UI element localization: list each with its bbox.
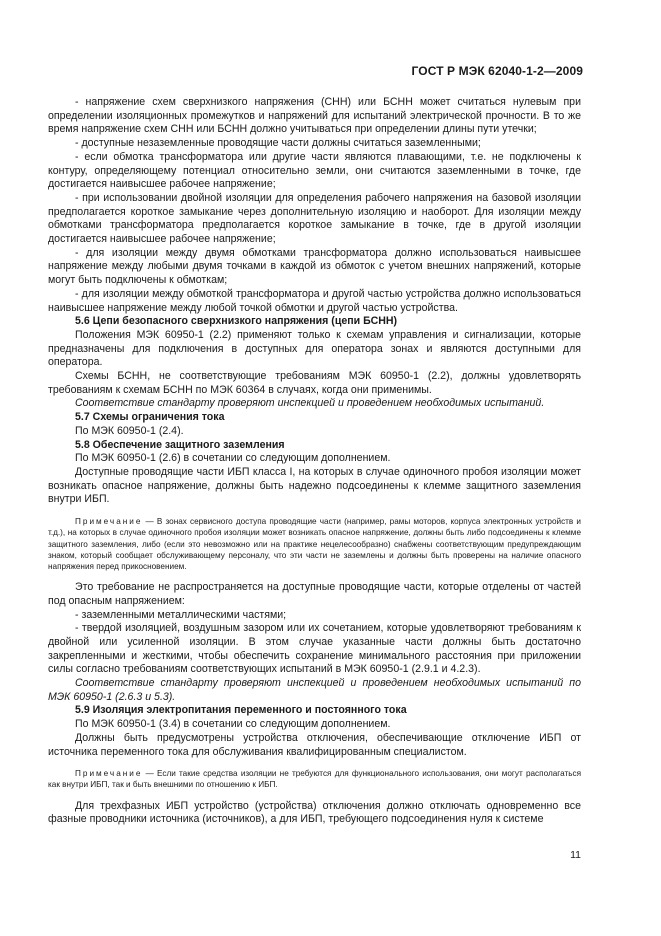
body-paragraph: Для трехфазных ИБП устройство (устройства) отключения должно отключать одновременно все фазные проводники источника (источников), а для ИБП, требующего подсоединения нуля к системе bbox=[48, 799, 581, 826]
page-header: ГОСТ Р МЭК 62040-1-2—2009 bbox=[411, 64, 583, 78]
section-heading: 5.6 Цепи безопасного сверхнизкого напряжения (цепи БСНН) bbox=[75, 315, 398, 328]
note-label: Примечание bbox=[75, 517, 143, 527]
body-paragraph: - при использовании двойной изоляции для определения рабочего напряжения на базовой изоляции предполагается короткое замыкание через дополнительную изоляцию и наоборот. Для изоляции между обмотками трансформатора предполагается короткое замыкание в точке, где в другой изоляции достигается наивысшее рабочее напряжение; bbox=[48, 191, 581, 246]
body-paragraph: - доступные незаземленные проводящие части должны считаться заземленными; bbox=[75, 137, 481, 150]
body-paragraph: Схемы БСНН, не соответствующие требованиям МЭК 60950-1 (2.2), должны удовлетворять требованиям к схемам БСНН по МЭК 60364 в случаях, когда они применимы. bbox=[48, 370, 581, 396]
note-text: — В зонах сервисного доступа проводящие части (например, рамы моторов, корпуса электронных устройств и т.д.), на которых в случае одиночного пробоя изоляции может возникать опасное напряжение, должны быть либо подсоединены к клемме защитного заземления, либо (если это невозможно или на практике нецелесообразно) снабжены соответствующим предупреждающим знаком, который сообщает обслуживающему персоналу, что эти части не заземлены и должны быть проверены на наличие опасного напряжения перед прикосновением. bbox=[48, 517, 581, 571]
note-label: Примечание bbox=[75, 769, 143, 779]
note-paragraph bbox=[48, 768, 581, 790]
body-paragraph: Должны быть предусмотрены устройства отключения, обеспечивающие отключение ИБП от источника переменного тока для обслуживания квалифицированным специалистом. bbox=[48, 731, 581, 758]
section-heading: 5.9 Изоляция электропитания переменного и постоянного тока bbox=[75, 704, 407, 717]
document-body bbox=[48, 96, 581, 827]
note-paragraph bbox=[48, 516, 581, 572]
body-paragraph: Это требование не распространяется на доступные проводящие части, которые отделены от частей под опасным напряжением: bbox=[48, 581, 581, 607]
section-heading: 5.8 Обеспечение защитного заземления bbox=[75, 438, 285, 451]
body-paragraph: - если обмотка трансформатора или другие части являются плавающими, т.е. не подключены к контуру, определяющему потенциал относительно земли, они считаются заземленными в точке, где достигается наивысшее рабочее напряжение; bbox=[48, 150, 581, 191]
body-paragraph: - твердой изоляцией, воздушным зазором или их сочетанием, которые удовлетворяют требованиям к двойной или усиленной изоляции. В этом случае указанные части должны быть достаточно закрепленными и жесткими, чтобы обеспечить сохранение минимального расстояния при приложении силы согласно требованиям соответствующих испытаний в МЭК 60950-1 (2.9.1 и 4.2.3). bbox=[48, 622, 581, 676]
body-paragraph: Доступные проводящие части ИБП класса I, на которых в случае одиночного пробоя изоляции может возникать опасное напряжение, должны быть надежно подсоединены к клемме защитного заземления внутри ИБП. bbox=[48, 465, 581, 506]
body-paragraph: По МЭК 60950-1 (2.4). bbox=[75, 424, 184, 437]
page-number: 11 bbox=[570, 849, 581, 861]
body-paragraph: По МЭК 60950-1 (2.6) в сочетании со следующим дополнением. bbox=[75, 452, 391, 465]
body-paragraph: - для изоляции между двумя обмотками трансформатора должно использоваться наивысшее напряжение между любыми двумя точками в каждой из обмоток с учетом внешних напряжений, которые могут быть подключены к обмоткам; bbox=[48, 246, 581, 287]
body-paragraph: По МЭК 60950-1 (3.4) в сочетании со следующим дополнением. bbox=[75, 718, 391, 731]
compliance-statement: Соответствие стандарту проверяют инспекцией и проведением необходимых испытаний по МЭК 60950-1 (2.6.3 и 5.3). bbox=[48, 677, 581, 703]
section-heading: 5.7 Схемы ограничения тока bbox=[75, 411, 225, 424]
note-text: — Если такие средства изоляции не требуются для функционального использования, они могут располагаться как внутри ИБП, так и быть внешними по отношению к ИБП. bbox=[48, 769, 581, 790]
body-paragraph: - заземленными металлическими частями; bbox=[75, 608, 287, 621]
body-paragraph: Положения МЭК 60950-1 (2.2) применяют только к схемам управления и сигнализации, которые предназначены для подключения в доступных для оператора зонах и являются доступными для оператора. bbox=[48, 328, 581, 369]
body-paragraph: - напряжение схем сверхнизкого напряжения (СНН) или БСНН может считаться нулевым при определении изоляционных промежутков и напряжений для испытаний электрической прочности. В то же время напряжение схем СНН или БСНН должно учитываться при определении длины пути утечки; bbox=[48, 96, 581, 136]
compliance-statement: Соответствие стандарту проверяют инспекцией и проведением необходимых испытаний. bbox=[75, 397, 545, 410]
body-paragraph: - для изоляции между обмоткой трансформатора и другой частью устройства должно использоваться наивысшее напряжение между любой точкой обмотки и другой частью устройства. bbox=[48, 287, 581, 314]
